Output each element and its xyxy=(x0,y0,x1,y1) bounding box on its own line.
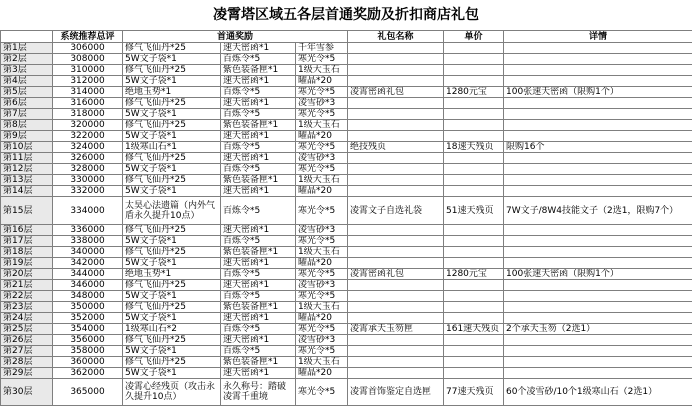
header-price: 单价 xyxy=(444,31,504,43)
detail-cell xyxy=(504,247,692,258)
price-cell xyxy=(444,302,504,313)
price-cell xyxy=(444,120,504,131)
floor-cell: 第17层 xyxy=(1,236,53,247)
price-cell xyxy=(444,357,504,368)
floor-cell: 第25层 xyxy=(1,324,53,335)
gift-name-cell xyxy=(348,164,444,175)
price-cell xyxy=(444,225,504,236)
reward-3-cell: 寒光令*5 xyxy=(296,236,348,247)
floor-cell: 第22层 xyxy=(1,291,53,302)
reward-3-cell: 1级大玉石 xyxy=(296,357,348,368)
table-row xyxy=(1,175,692,186)
detail-cell xyxy=(504,225,692,236)
floor-cell: 第20层 xyxy=(1,269,53,280)
table-row xyxy=(1,313,692,324)
gift-name-cell: 凌霄承天玉笏匣 xyxy=(348,324,444,335)
floor-cell: 第7层 xyxy=(1,109,53,120)
reward-1-cell: 修气飞仙丹*25 xyxy=(123,65,221,76)
gift-name-cell xyxy=(348,153,444,164)
gift-name-cell xyxy=(348,280,444,291)
floor-cell: 第21层 xyxy=(1,280,53,291)
gift-name-cell xyxy=(348,291,444,302)
score-cell: 340000 xyxy=(53,247,123,258)
reward-3-cell: 寒光令*5 xyxy=(296,164,348,175)
price-cell: 51速天残页 xyxy=(444,197,504,225)
score-cell: 350000 xyxy=(53,302,123,313)
detail-cell xyxy=(504,280,692,291)
table-row xyxy=(1,280,692,291)
reward-1-cell: 修气飞仙丹*25 xyxy=(123,335,221,346)
floor-cell: 第18层 xyxy=(1,247,53,258)
gift-name-cell xyxy=(348,65,444,76)
reward-2-cell: 百炼令*5 xyxy=(221,197,296,225)
score-cell: 356000 xyxy=(53,335,123,346)
score-cell: 314000 xyxy=(53,87,123,98)
detail-cell xyxy=(504,43,692,54)
reward-3-cell: 寒光令*5 xyxy=(296,109,348,120)
table-row xyxy=(1,186,692,197)
price-cell xyxy=(444,109,504,120)
reward-1-cell: 5W文子袋*1 xyxy=(123,368,221,379)
price-cell xyxy=(444,247,504,258)
gift-name-cell xyxy=(348,346,444,357)
table-row xyxy=(1,197,692,225)
reward-3-cell: 凌雪砂*3 xyxy=(296,335,348,346)
gift-name-cell xyxy=(348,109,444,120)
price-cell: 77速天残页 xyxy=(444,379,504,406)
reward-1-cell: 5W文子袋*1 xyxy=(123,164,221,175)
floor-cell: 第11层 xyxy=(1,153,53,164)
reward-3-cell: 曜晶*20 xyxy=(296,368,348,379)
detail-cell xyxy=(504,54,692,65)
floor-cell: 第24层 xyxy=(1,313,53,324)
reward-1-cell: 5W文子袋*1 xyxy=(123,291,221,302)
reward-2-cell: 永久称号：踏破凌霄千重境 xyxy=(221,379,296,406)
score-cell: 365000 xyxy=(53,379,123,406)
detail-cell xyxy=(504,258,692,269)
reward-1-cell: 修气飞仙丹*25 xyxy=(123,302,221,313)
reward-2-cell: 紫色装备匣*1 xyxy=(221,302,296,313)
reward-2-cell: 紫色装备匣*1 xyxy=(221,175,296,186)
detail-cell xyxy=(504,109,692,120)
header-floor xyxy=(1,31,53,43)
gift-name-cell xyxy=(348,313,444,324)
reward-3-cell: 寒光令*5 xyxy=(296,379,348,406)
detail-cell xyxy=(504,335,692,346)
detail-cell xyxy=(504,302,692,313)
price-cell xyxy=(444,280,504,291)
detail-cell xyxy=(504,346,692,357)
reward-3-cell: 曜晶*20 xyxy=(296,313,348,324)
score-cell: 360000 xyxy=(53,357,123,368)
detail-cell xyxy=(504,65,692,76)
score-cell: 336000 xyxy=(53,225,123,236)
gift-name-cell xyxy=(348,357,444,368)
floor-cell: 第12层 xyxy=(1,164,53,175)
score-cell: 334000 xyxy=(53,197,123,225)
detail-cell: 60个凌雪砂/10个1级寒山石（2选1） xyxy=(504,379,692,406)
reward-1-cell: 修气飞仙丹*25 xyxy=(123,225,221,236)
reward-3-cell: 寒光令*5 xyxy=(296,87,348,98)
reward-2-cell: 百炼令*5 xyxy=(221,54,296,65)
reward-1-cell: 修气飞仙丹*25 xyxy=(123,280,221,291)
price-cell xyxy=(444,54,504,65)
reward-2-cell: 百炼令*5 xyxy=(221,142,296,153)
reward-2-cell: 百炼令*5 xyxy=(221,291,296,302)
reward-2-cell: 百炼令*5 xyxy=(221,269,296,280)
reward-3-cell: 寒光令*5 xyxy=(296,142,348,153)
price-cell xyxy=(444,236,504,247)
reward-3-cell: 寒光令*5 xyxy=(296,269,348,280)
table-row xyxy=(1,291,692,302)
reward-2-cell: 速天密函*1 xyxy=(221,131,296,142)
score-cell: 308000 xyxy=(53,54,123,65)
table-row xyxy=(1,65,692,76)
reward-3-cell: 千年雪参 xyxy=(296,43,348,54)
score-cell: 312000 xyxy=(53,76,123,87)
floor-cell: 第28层 xyxy=(1,357,53,368)
detail-cell xyxy=(504,120,692,131)
table-row xyxy=(1,153,692,164)
gift-name-cell xyxy=(348,302,444,313)
reward-1-cell: 修气飞仙丹*25 xyxy=(123,43,221,54)
price-cell xyxy=(444,346,504,357)
score-cell: 328000 xyxy=(53,164,123,175)
detail-cell: 限购16个 xyxy=(504,142,692,153)
reward-3-cell: 凌雪砂*3 xyxy=(296,98,348,109)
price-cell xyxy=(444,175,504,186)
price-cell: 1280元宝 xyxy=(444,87,504,98)
price-cell xyxy=(444,98,504,109)
price-cell xyxy=(444,258,504,269)
gift-name-cell: 凌霄首饰鉴定自选匣 xyxy=(348,379,444,406)
price-cell xyxy=(444,43,504,54)
gift-name-cell: 凌霄密函礼包 xyxy=(348,269,444,280)
reward-2-cell: 速天密函*1 xyxy=(221,153,296,164)
reward-1-cell: 5W文子袋*1 xyxy=(123,131,221,142)
reward-1-cell: 太昊心法遗篇（内外气盾永久提升10点） xyxy=(123,197,221,225)
table-row xyxy=(1,335,692,346)
table-row xyxy=(1,131,692,142)
price-cell xyxy=(444,291,504,302)
gift-name-cell xyxy=(348,225,444,236)
price-cell xyxy=(444,164,504,175)
gift-name-cell: 绝技残页 xyxy=(348,142,444,153)
gift-name-cell xyxy=(348,175,444,186)
reward-2-cell: 百炼令*5 xyxy=(221,109,296,120)
reward-3-cell: 寒光令*5 xyxy=(296,346,348,357)
gift-name-cell xyxy=(348,43,444,54)
gift-name-cell: 凌霄密函礼包 xyxy=(348,87,444,98)
table-body xyxy=(1,43,692,406)
header-rewards: 首通奖励 xyxy=(123,31,348,43)
reward-2-cell: 紫色装备匣*1 xyxy=(221,65,296,76)
table-row xyxy=(1,164,692,175)
header-gift-name: 礼包名称 xyxy=(348,31,444,43)
reward-3-cell: 1级大玉石 xyxy=(296,175,348,186)
reward-2-cell: 百炼令*5 xyxy=(221,87,296,98)
gift-name-cell xyxy=(348,247,444,258)
reward-3-cell: 曜晶*20 xyxy=(296,76,348,87)
reward-3-cell: 寒光令*5 xyxy=(296,197,348,225)
score-cell: 318000 xyxy=(53,109,123,120)
price-cell: 1280元宝 xyxy=(444,269,504,280)
table-row xyxy=(1,120,692,131)
table-row xyxy=(1,76,692,87)
score-cell: 316000 xyxy=(53,98,123,109)
detail-cell xyxy=(504,368,692,379)
reward-1-cell: 5W文子袋*1 xyxy=(123,76,221,87)
table-row xyxy=(1,302,692,313)
table-row xyxy=(1,379,692,406)
table-row xyxy=(1,357,692,368)
reward-3-cell: 1级大玉石 xyxy=(296,65,348,76)
reward-2-cell: 百炼令*5 xyxy=(221,236,296,247)
detail-cell xyxy=(504,357,692,368)
price-cell xyxy=(444,65,504,76)
reward-1-cell: 5W文子袋*1 xyxy=(123,346,221,357)
table-row xyxy=(1,247,692,258)
reward-1-cell: 修气飞仙丹*25 xyxy=(123,357,221,368)
price-cell xyxy=(444,186,504,197)
price-cell xyxy=(444,76,504,87)
reward-2-cell: 紫色装备匣*1 xyxy=(221,247,296,258)
header-detail: 详情 xyxy=(504,31,692,43)
score-cell: 306000 xyxy=(53,43,123,54)
detail-cell: 100张速天密函（限购1个） xyxy=(504,269,692,280)
table-row xyxy=(1,368,692,379)
score-cell: 332000 xyxy=(53,186,123,197)
table-row xyxy=(1,346,692,357)
reward-2-cell: 百炼令*5 xyxy=(221,346,296,357)
score-cell: 338000 xyxy=(53,236,123,247)
floor-cell: 第5层 xyxy=(1,87,53,98)
gift-name-cell xyxy=(348,236,444,247)
reward-1-cell: 5W文子袋*1 xyxy=(123,109,221,120)
score-cell: 348000 xyxy=(53,291,123,302)
reward-2-cell: 紫色装备匣*1 xyxy=(221,357,296,368)
reward-3-cell: 寒光令*5 xyxy=(296,291,348,302)
floor-cell: 第30层 xyxy=(1,379,53,406)
score-cell: 324000 xyxy=(53,142,123,153)
gift-name-cell xyxy=(348,54,444,65)
gift-name-cell xyxy=(348,120,444,131)
gift-name-cell xyxy=(348,186,444,197)
gift-name-cell xyxy=(348,335,444,346)
reward-2-cell: 速天密函*1 xyxy=(221,225,296,236)
table-row xyxy=(1,87,692,98)
reward-3-cell: 曜晶*20 xyxy=(296,258,348,269)
floor-cell: 第15层 xyxy=(1,197,53,225)
floor-cell: 第8层 xyxy=(1,120,53,131)
price-cell xyxy=(444,368,504,379)
floor-cell: 第13层 xyxy=(1,175,53,186)
reward-2-cell: 速天密函*1 xyxy=(221,335,296,346)
rewards-table xyxy=(0,30,692,406)
reward-1-cell: 5W文子袋*1 xyxy=(123,258,221,269)
reward-1-cell: 5W文子袋*1 xyxy=(123,313,221,324)
reward-2-cell: 速天密函*1 xyxy=(221,368,296,379)
score-cell: 326000 xyxy=(53,153,123,164)
reward-2-cell: 速天密函*1 xyxy=(221,43,296,54)
floor-cell: 第4层 xyxy=(1,76,53,87)
detail-cell xyxy=(504,291,692,302)
floor-cell: 第10层 xyxy=(1,142,53,153)
reward-3-cell: 凌雪砂*3 xyxy=(296,280,348,291)
reward-2-cell: 速天密函*1 xyxy=(221,313,296,324)
floor-cell: 第3层 xyxy=(1,65,53,76)
price-cell xyxy=(444,313,504,324)
reward-3-cell: 1级大玉石 xyxy=(296,302,348,313)
floor-cell: 第2层 xyxy=(1,54,53,65)
table-row xyxy=(1,258,692,269)
gift-name-cell: 凌霄文子自选礼袋 xyxy=(348,197,444,225)
reward-2-cell: 百炼令*5 xyxy=(221,324,296,335)
reward-2-cell: 速天密函*1 xyxy=(221,280,296,291)
gift-name-cell xyxy=(348,98,444,109)
score-cell: 346000 xyxy=(53,280,123,291)
detail-cell xyxy=(504,98,692,109)
price-cell: 18速天残页 xyxy=(444,142,504,153)
gift-name-cell xyxy=(348,76,444,87)
score-cell: 310000 xyxy=(53,65,123,76)
reward-1-cell: 5W文子袋*1 xyxy=(123,236,221,247)
reward-2-cell: 速天密函*1 xyxy=(221,186,296,197)
reward-1-cell: 绝地玉势*1 xyxy=(123,87,221,98)
reward-3-cell: 1级大玉石 xyxy=(296,247,348,258)
detail-cell: 2个承天玉笏（2选1） xyxy=(504,324,692,335)
table-row xyxy=(1,43,692,54)
score-cell: 354000 xyxy=(53,324,123,335)
reward-1-cell: 修气飞仙丹*25 xyxy=(123,175,221,186)
header-score: 系统推荐总评 xyxy=(53,31,123,43)
table-row xyxy=(1,98,692,109)
detail-cell: 7W文子/8W4技能文子（2选1，限购7个） xyxy=(504,197,692,225)
floor-cell: 第9层 xyxy=(1,131,53,142)
reward-1-cell: 5W文子袋*1 xyxy=(123,54,221,65)
floor-cell: 第23层 xyxy=(1,302,53,313)
floor-cell: 第27层 xyxy=(1,346,53,357)
floor-cell: 第19层 xyxy=(1,258,53,269)
score-cell: 358000 xyxy=(53,346,123,357)
detail-cell xyxy=(504,164,692,175)
reward-3-cell: 寒光令*5 xyxy=(296,324,348,335)
gift-name-cell xyxy=(348,258,444,269)
detail-cell xyxy=(504,131,692,142)
score-cell: 342000 xyxy=(53,258,123,269)
reward-2-cell: 速天密函*1 xyxy=(221,258,296,269)
table-row xyxy=(1,54,692,65)
price-cell xyxy=(444,153,504,164)
score-cell: 330000 xyxy=(53,175,123,186)
table-row xyxy=(1,324,692,335)
score-cell: 352000 xyxy=(53,313,123,324)
table-row xyxy=(1,269,692,280)
reward-3-cell: 寒光令*5 xyxy=(296,54,348,65)
score-cell: 362000 xyxy=(53,368,123,379)
reward-3-cell: 凌雪砂*3 xyxy=(296,225,348,236)
floor-cell: 第1层 xyxy=(1,43,53,54)
detail-cell xyxy=(504,76,692,87)
price-cell xyxy=(444,131,504,142)
reward-1-cell: 修气飞仙丹*25 xyxy=(123,247,221,258)
gift-name-cell xyxy=(348,131,444,142)
price-cell xyxy=(444,335,504,346)
score-cell: 322000 xyxy=(53,131,123,142)
reward-3-cell: 曜晶*20 xyxy=(296,186,348,197)
header-row xyxy=(1,31,692,43)
floor-cell: 第29层 xyxy=(1,368,53,379)
table-row xyxy=(1,109,692,120)
score-cell: 344000 xyxy=(53,269,123,280)
floor-cell: 第16层 xyxy=(1,225,53,236)
floor-cell: 第6层 xyxy=(1,98,53,109)
detail-cell xyxy=(504,175,692,186)
reward-3-cell: 曜晶*20 xyxy=(296,131,348,142)
detail-cell xyxy=(504,153,692,164)
sheet-title: 凌霄塔区域五各层首通奖励及折扣商店礼包 xyxy=(213,7,479,23)
reward-1-cell: 5W文子袋*1 xyxy=(123,186,221,197)
detail-cell: 100张速天密函（限购1个） xyxy=(504,87,692,98)
reward-1-cell: 绝地玉势*1 xyxy=(123,269,221,280)
reward-1-cell: 修气飞仙丹*25 xyxy=(123,153,221,164)
reward-1-cell: 修气飞仙丹*25 xyxy=(123,98,221,109)
reward-1-cell: 修气飞仙丹*25 xyxy=(123,120,221,131)
gift-name-cell xyxy=(348,368,444,379)
reward-2-cell: 百炼令*5 xyxy=(221,164,296,175)
detail-cell xyxy=(504,236,692,247)
table-row xyxy=(1,225,692,236)
reward-2-cell: 紫色装备匣*1 xyxy=(221,120,296,131)
floor-cell: 第14层 xyxy=(1,186,53,197)
reward-1-cell: 1级寒山石*1 xyxy=(123,142,221,153)
table-row xyxy=(1,236,692,247)
detail-cell xyxy=(504,313,692,324)
reward-3-cell: 1级大玉石 xyxy=(296,120,348,131)
price-cell: 161速天残页 xyxy=(444,324,504,335)
detail-cell xyxy=(504,186,692,197)
table-row xyxy=(1,142,692,153)
reward-1-cell: 1级寒山石*2 xyxy=(123,324,221,335)
score-cell: 320000 xyxy=(53,120,123,131)
reward-3-cell: 凌雪砂*3 xyxy=(296,153,348,164)
reward-1-cell: 凌霄心经残页（攻击永久提升10点） xyxy=(123,379,221,406)
reward-2-cell: 速天密函*1 xyxy=(221,98,296,109)
floor-cell: 第26层 xyxy=(1,335,53,346)
reward-2-cell: 速天密函*1 xyxy=(221,76,296,87)
